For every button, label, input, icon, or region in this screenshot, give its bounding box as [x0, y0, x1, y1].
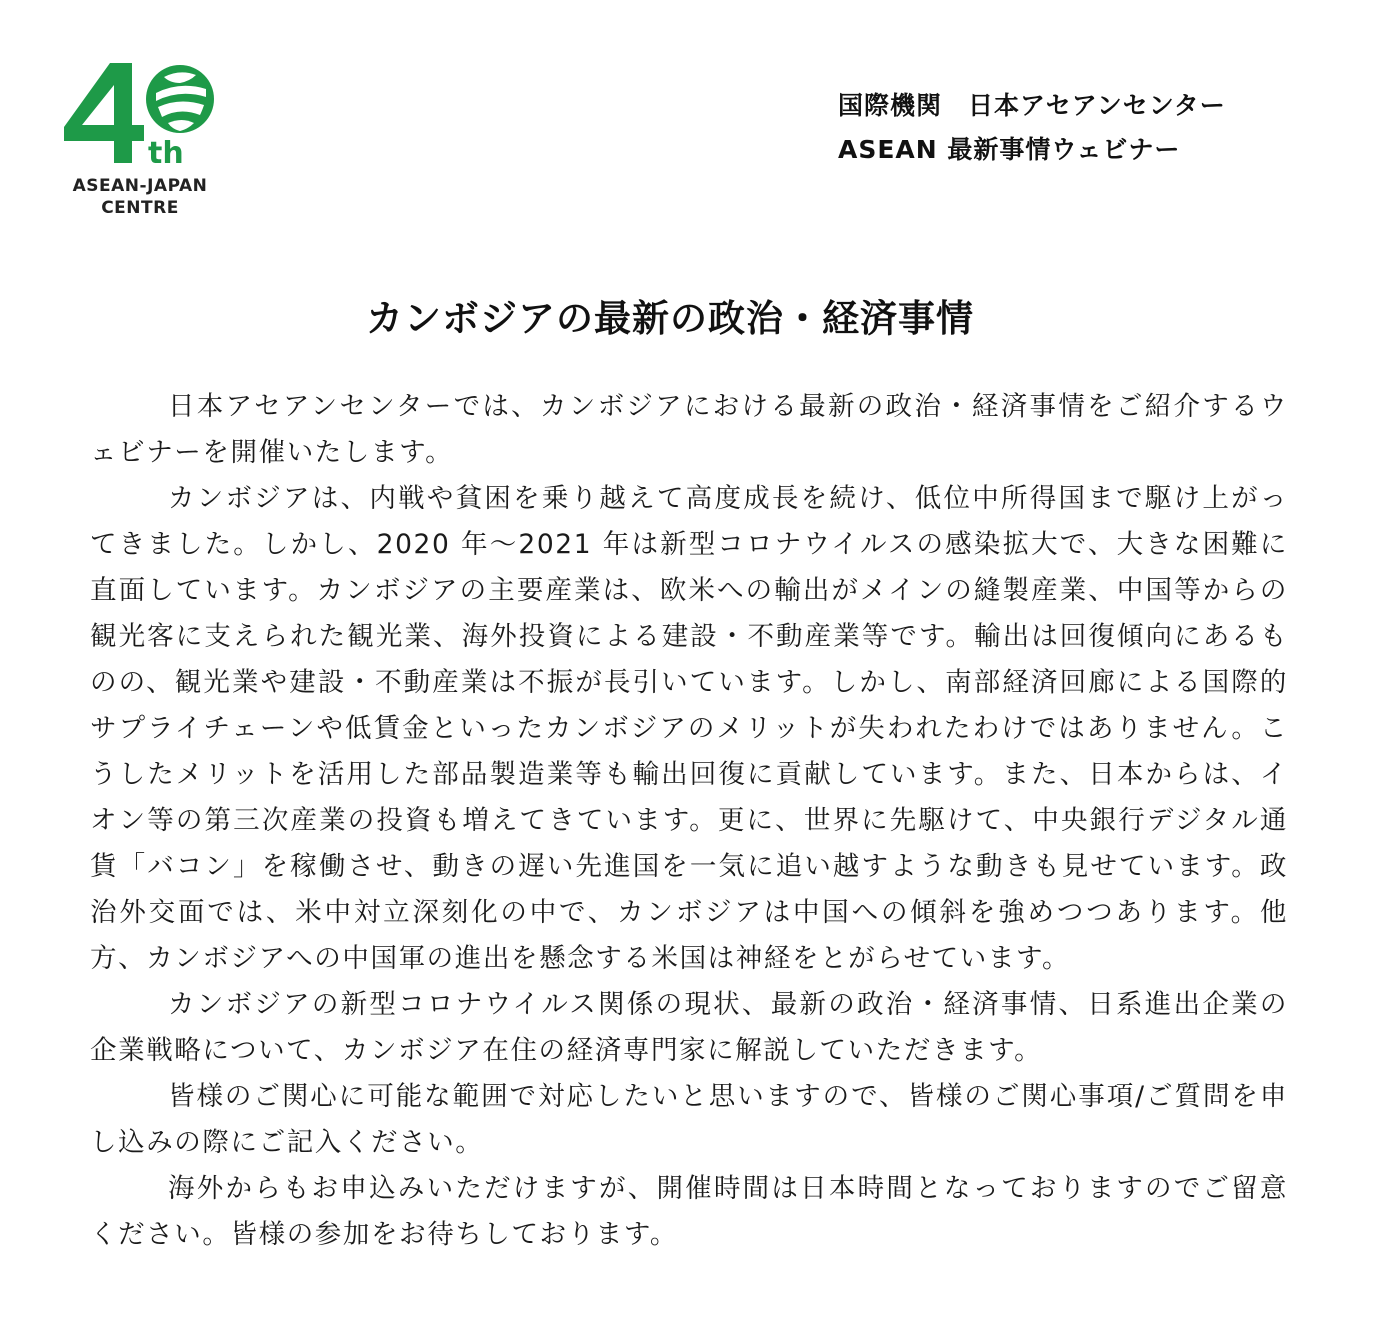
asean-japan-centre-40th-logo — [60, 55, 220, 225]
logo-four-shape — [64, 63, 144, 163]
announcement-body — [90, 384, 1288, 1258]
paragraph-intro: 日本アセアンセンターでは、カンボジアにおける最新の政治・経済事情をご紹介するウェビナーを開催いたします。 — [90, 391, 1288, 468]
paragraph-speaker: カンボジアの新型コロナウイルス関係の現状、最新の政治・経済事情、日系進出企業の企業戦略について、カンボジア在住の経済専門家に解説していただきます。 — [90, 989, 1288, 1066]
paragraph-questions: 皆様のご関心に可能な範囲で対応したいと思いますので、皆様のご関心事項/ご質問を申し込みの際にご記入ください。 — [90, 1081, 1288, 1158]
logo-th-suffix: th — [148, 136, 184, 171]
organization-name: 国際機関 日本アセアンセンター — [838, 91, 1226, 120]
header-organization-block — [838, 84, 1226, 172]
paragraph-background: カンボジアは、内戦や貧困を乗り越えて高度成長を続け、低位中所得国まで駆け上がってきました。しかし、2020 年～2021 年は新型コロナウイルスの感染拡大で、大きな困難に直面しています。カンボジアの主要産業は、欧米への輸出がメインの縫製産業、中国等からの観光客に支えられた観光業、海外投資による建設・不動産業等です。輸出は回復傾向にあるものの、観光業や建設・不動産業は不振が長引いています。しかし、南部経済回廊による国際的サプライチェーンや低賃金といったカンボジアのメリットが失われたわけではありません。こうしたメリットを活用した部品製造業等も輸出回復に貢献しています。また、日本からは、イオン等の第三次産業の投資も増えてきています。更に、世界に先駆けて、中央銀行デジタル通貨「バコン」を稼働させ、動きの遅い先進国を一気に追い越すような動きも見せています。政治外交面では、米中対立深刻化の中で、カンボジアは中国への傾斜を強めつつあります。他方、カンボジアへの中国軍の進出を懸念する米国は神経をとがらせています。 — [90, 483, 1288, 974]
logo-name-line2: CENTRE — [101, 198, 179, 218]
webinar-series-name: ASEAN 最新事情ウェビナー — [838, 135, 1181, 164]
logo-40th-mark — [60, 55, 220, 175]
page-title: カンボジアの最新の政治・経済事情 — [366, 297, 974, 340]
logo-name-line1: ASEAN-JAPAN — [72, 176, 208, 196]
paragraph-overseas: 海外からもお申込みいただけますが、開催時間は日本時間となっておりますのでご留意ください。皆様の参加をお待ちしております。 — [90, 1173, 1288, 1250]
